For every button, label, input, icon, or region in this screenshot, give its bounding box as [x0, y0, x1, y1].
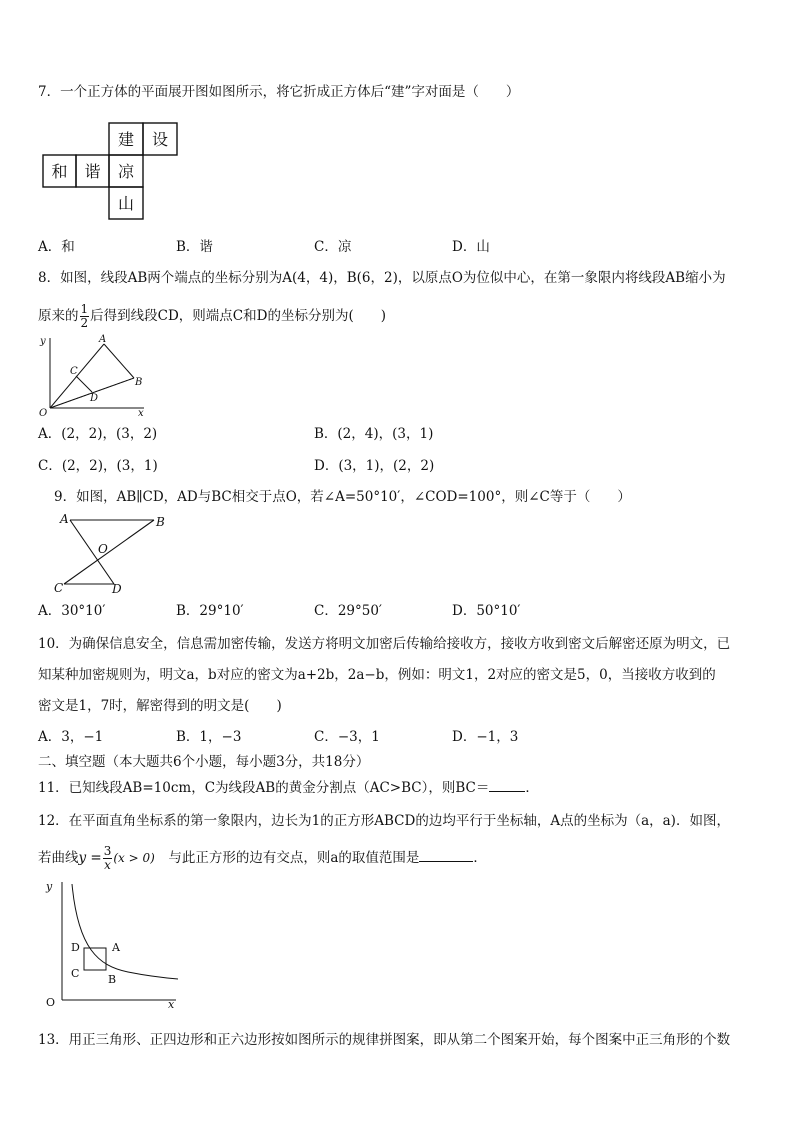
q8-label-y: y: [40, 336, 46, 347]
q7-cell-jian: 建: [117, 130, 135, 149]
q7-cell-shan: 山: [117, 194, 135, 213]
q12-label-y: y: [46, 880, 53, 893]
q8-label-o: O: [39, 408, 48, 419]
q7-cell-liang: 凉: [117, 162, 135, 181]
q10-line2: 知某种加密规则为，明文a，b对应的密文为a+2b，2a−b，例如：明文1，2对应的密文是5，0，当接收方收到的: [38, 667, 716, 683]
q9-option-a: A．30°10′: [38, 603, 106, 619]
q12-fraction: [103, 845, 113, 872]
q13-line1: 13．用正三角形、正四边形和正六边形按如图所示的规律拼图案，即从第二个图案开始，每个图案中正三角形的个数: [38, 1032, 731, 1048]
q12-condition: (x > 0): [113, 851, 155, 865]
q8-stem-line1: 8．如图，线段AB两个端点的坐标分别为A(4，4)，B(6，2)，以原点O为位似中心，在第一象限内将线段AB缩小为: [38, 270, 726, 286]
q8-fraction: [80, 303, 90, 330]
q12-label-b: B: [108, 973, 117, 986]
q9-label-o: O: [98, 542, 108, 556]
q7-cell-he: 和: [51, 162, 68, 181]
q8-label-a: A: [99, 334, 107, 345]
q11-answer-blank[interactable]: [489, 777, 525, 792]
q8-stem-pre: 原来的: [38, 308, 79, 324]
q9-option-c: C．29°50′: [314, 603, 383, 619]
q9-option-d: D．50°10′: [452, 603, 521, 619]
q12-answer-blank[interactable]: [419, 847, 473, 862]
q12-label-a: A: [112, 941, 120, 954]
section-fill-in-title: 二、填空题（本大题共6个小题，每小题3分，共18分）: [38, 754, 370, 770]
q8-option-a: A．(2，2)，(3，2): [38, 426, 158, 442]
q8-option-b: B．(2，4)，(3，1): [314, 426, 434, 442]
q9-stem: 9．如图，AB∥CD，AD与BC相交于点O，若∠A=50°10′，∠COD=100°，则∠C等于（ ）: [54, 489, 631, 505]
q12-stem-post: 与此正方形的边有交点，则a的取值范围是: [168, 850, 420, 866]
q8-label-b: B: [135, 377, 143, 388]
q7-option-d: D．山: [452, 239, 490, 255]
q9-option-b: B．29°10′: [176, 603, 244, 619]
q12-stem-pre: 若曲线: [38, 850, 79, 866]
q12-label-x: x: [168, 998, 175, 1010]
q8-frac-den: 2: [80, 316, 89, 330]
q8-label-c: C: [70, 366, 78, 377]
q10-option-d: D．−1，3: [452, 729, 519, 745]
q7-stem: 7．一个正方体的平面展开图如图所示，将它折成正方体后“建”字对面是（ ）: [38, 84, 520, 100]
q12-frac-den: x: [104, 858, 111, 872]
q9-figure: [52, 510, 172, 596]
q10-line1: 10．为确保信息安全，信息需加密传输，发送方将明文加密后传输给接收方，接收方收到密文后解密还原为明文，已: [38, 636, 731, 652]
q7-option-a: A．和: [38, 239, 75, 255]
q8-stem-post: 后得到线段CD，则端点C和D的坐标分别为( ): [90, 308, 386, 324]
q11-stem: [38, 777, 539, 798]
q10-option-b: B．1，−3: [176, 729, 242, 745]
q7-option-c: C．凉: [314, 239, 352, 255]
q12-line2: [38, 845, 487, 872]
q8-option-c: C．(2，2)，(3，1): [38, 458, 158, 474]
q7-cell-xie: 谐: [84, 162, 101, 181]
q7-option-b: B．谐: [176, 239, 213, 255]
q9-label-a: A: [60, 512, 69, 526]
q8-stem-line2: [38, 303, 386, 330]
q12-y-eq: y =: [78, 850, 102, 866]
q8-figure: [36, 334, 148, 420]
q8-frac-num: 1: [80, 302, 89, 316]
q7-cube-net: [42, 121, 182, 227]
q12-stem-end: ．: [473, 850, 487, 866]
q12-figure: [38, 878, 180, 1010]
q10-option-a: A．3，−1: [38, 729, 104, 745]
q7-cell-she: 设: [151, 130, 169, 149]
q12-frac-num: 3: [103, 844, 112, 858]
q10-option-c: C．−3，1: [314, 729, 380, 745]
q8-label-x: x: [138, 408, 144, 419]
q11-stem-post: ．: [525, 780, 539, 796]
q12-label-c: C: [71, 967, 80, 980]
q9-label-d: D: [112, 582, 122, 596]
q9-label-c: C: [54, 581, 64, 595]
q11-stem-pre: 11．已知线段AB=10cm，C为线段AB的黄金分割点（AC>BC），则BC＝: [38, 780, 490, 796]
q12-line1: 12．在平面直角坐标系的第一象限内，边长为1的正方形ABCD的边均平行于坐标轴，A点的坐标为（a，a)．如图，: [38, 813, 730, 829]
q12-label-d: D: [71, 941, 80, 954]
q8-label-d: D: [90, 393, 99, 404]
q12-label-o: O: [46, 996, 56, 1009]
q8-option-d: D．(3，1)，(2，2): [314, 458, 435, 474]
q10-line3: 密文是1，7时，解密得到的明文是( ): [38, 698, 282, 714]
q9-label-b: B: [156, 515, 165, 529]
